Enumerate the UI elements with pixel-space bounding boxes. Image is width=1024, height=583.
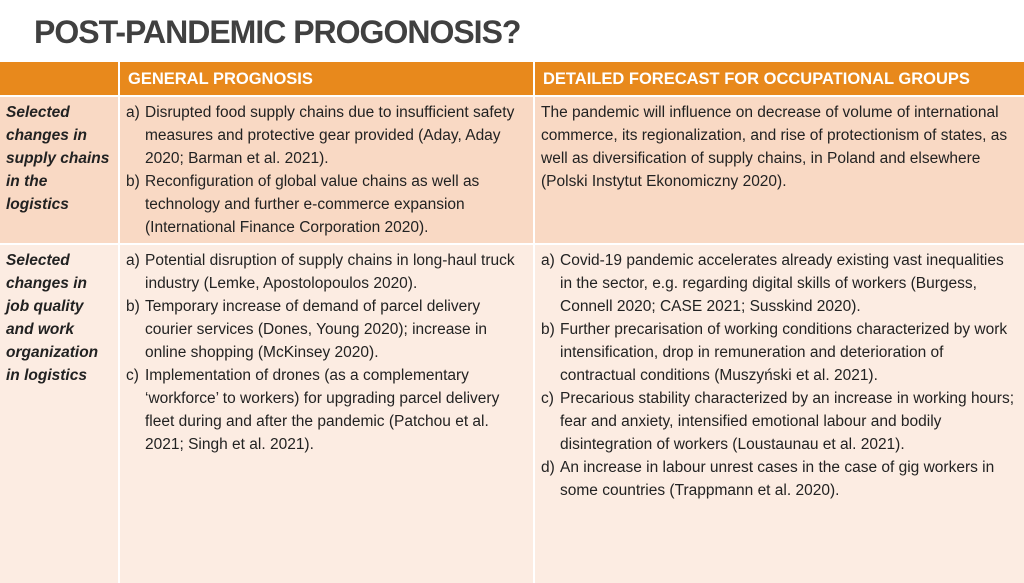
item-marker: d) xyxy=(541,459,555,476)
list-item xyxy=(126,249,527,295)
row-label-supply-chains: Selected changes in supply chains in the logistics xyxy=(0,96,119,244)
header-general-prognosis: GENERAL PROGNOSIS xyxy=(119,62,534,96)
table-row xyxy=(0,244,1024,583)
item-text: Disrupted food supply chains due to insufficient safety measures and protective gear provided (Aday, Aday 2020; Barman et al. 2021). xyxy=(145,104,515,167)
item-text: An increase in labour unrest cases in the case of gig workers in some countries (Trappmann et al. 2020). xyxy=(560,459,995,499)
item-text: Further precarisation of working conditions characterized by work intensification, drop in remuneration and deterioration of contractual conditions (Muszyński et al. 2021). xyxy=(560,321,1008,384)
item-marker: b) xyxy=(126,173,140,190)
general-cell-job-quality xyxy=(119,244,534,583)
item-marker: c) xyxy=(126,367,139,384)
item-marker: c) xyxy=(541,390,554,407)
general-list xyxy=(126,249,527,456)
row-label-job-quality: Selected changes in job quality and work organization in logistics xyxy=(0,244,119,583)
header-corner-cell xyxy=(0,62,119,96)
item-marker: a) xyxy=(126,104,140,121)
list-item xyxy=(541,249,1018,318)
item-marker: b) xyxy=(126,298,140,315)
list-item xyxy=(126,101,527,170)
detailed-cell-job-quality xyxy=(534,244,1024,583)
item-text: Covid-19 pandemic accelerates already existing vast inequalities in the sector, e.g. regarding digital skills of workers (Burgess, Connell 2020; CASE 2021; Susskind 2020). xyxy=(560,252,1004,315)
table-header-row xyxy=(0,62,1024,96)
list-item xyxy=(126,295,527,364)
item-text: Precarious stability characterized by an increase in working hours; fear and anxiety, intensified emotional labour and bodily disintegration of workers (Loustaunau et al. 2021). xyxy=(560,390,1015,453)
list-item xyxy=(541,387,1018,456)
item-text: Temporary increase of demand of parcel delivery courier services (Dones, Young 2020); increase in online shopping (McKinsey 2020). xyxy=(145,298,488,361)
detailed-list xyxy=(541,249,1018,502)
page-title: POST-PANDEMIC PROGONOSIS? xyxy=(34,14,521,50)
item-text: Potential disruption of supply chains in long-haul truck industry (Lemke, Apostolopoulos 2020). xyxy=(145,252,515,292)
item-text: Implementation of drones (as a complementary ‘workforce’ to workers) for upgrading parcel delivery fleet during and after the pandemic (Patchou et al. 2021; Singh et al. 2021). xyxy=(145,367,500,453)
header-detailed-forecast: DETAILED FORECAST FOR OCCUPATIONAL GROUPS xyxy=(534,62,1024,96)
list-item xyxy=(126,170,527,239)
list-item xyxy=(126,364,527,456)
table-row xyxy=(0,96,1024,244)
list-item xyxy=(541,456,1018,502)
item-marker: a) xyxy=(126,252,140,269)
item-marker: b) xyxy=(541,321,555,338)
detailed-cell-supply-chains: The pandemic will influence on decrease of volume of international commerce, its regionalization, and rise of protectionism of states, as well as diversification of supply chains, in Poland and elsewhere (Polski Instytut Ekonomiczny 2020). xyxy=(534,96,1024,244)
general-cell-supply-chains xyxy=(119,96,534,244)
general-list xyxy=(126,101,527,239)
list-item xyxy=(541,318,1018,387)
prognosis-table xyxy=(0,62,1024,583)
item-marker: a) xyxy=(541,252,555,269)
item-text: Reconfiguration of global value chains as well as technology and further e-commerce expansion (International Finance Corporation 2020). xyxy=(145,173,480,236)
